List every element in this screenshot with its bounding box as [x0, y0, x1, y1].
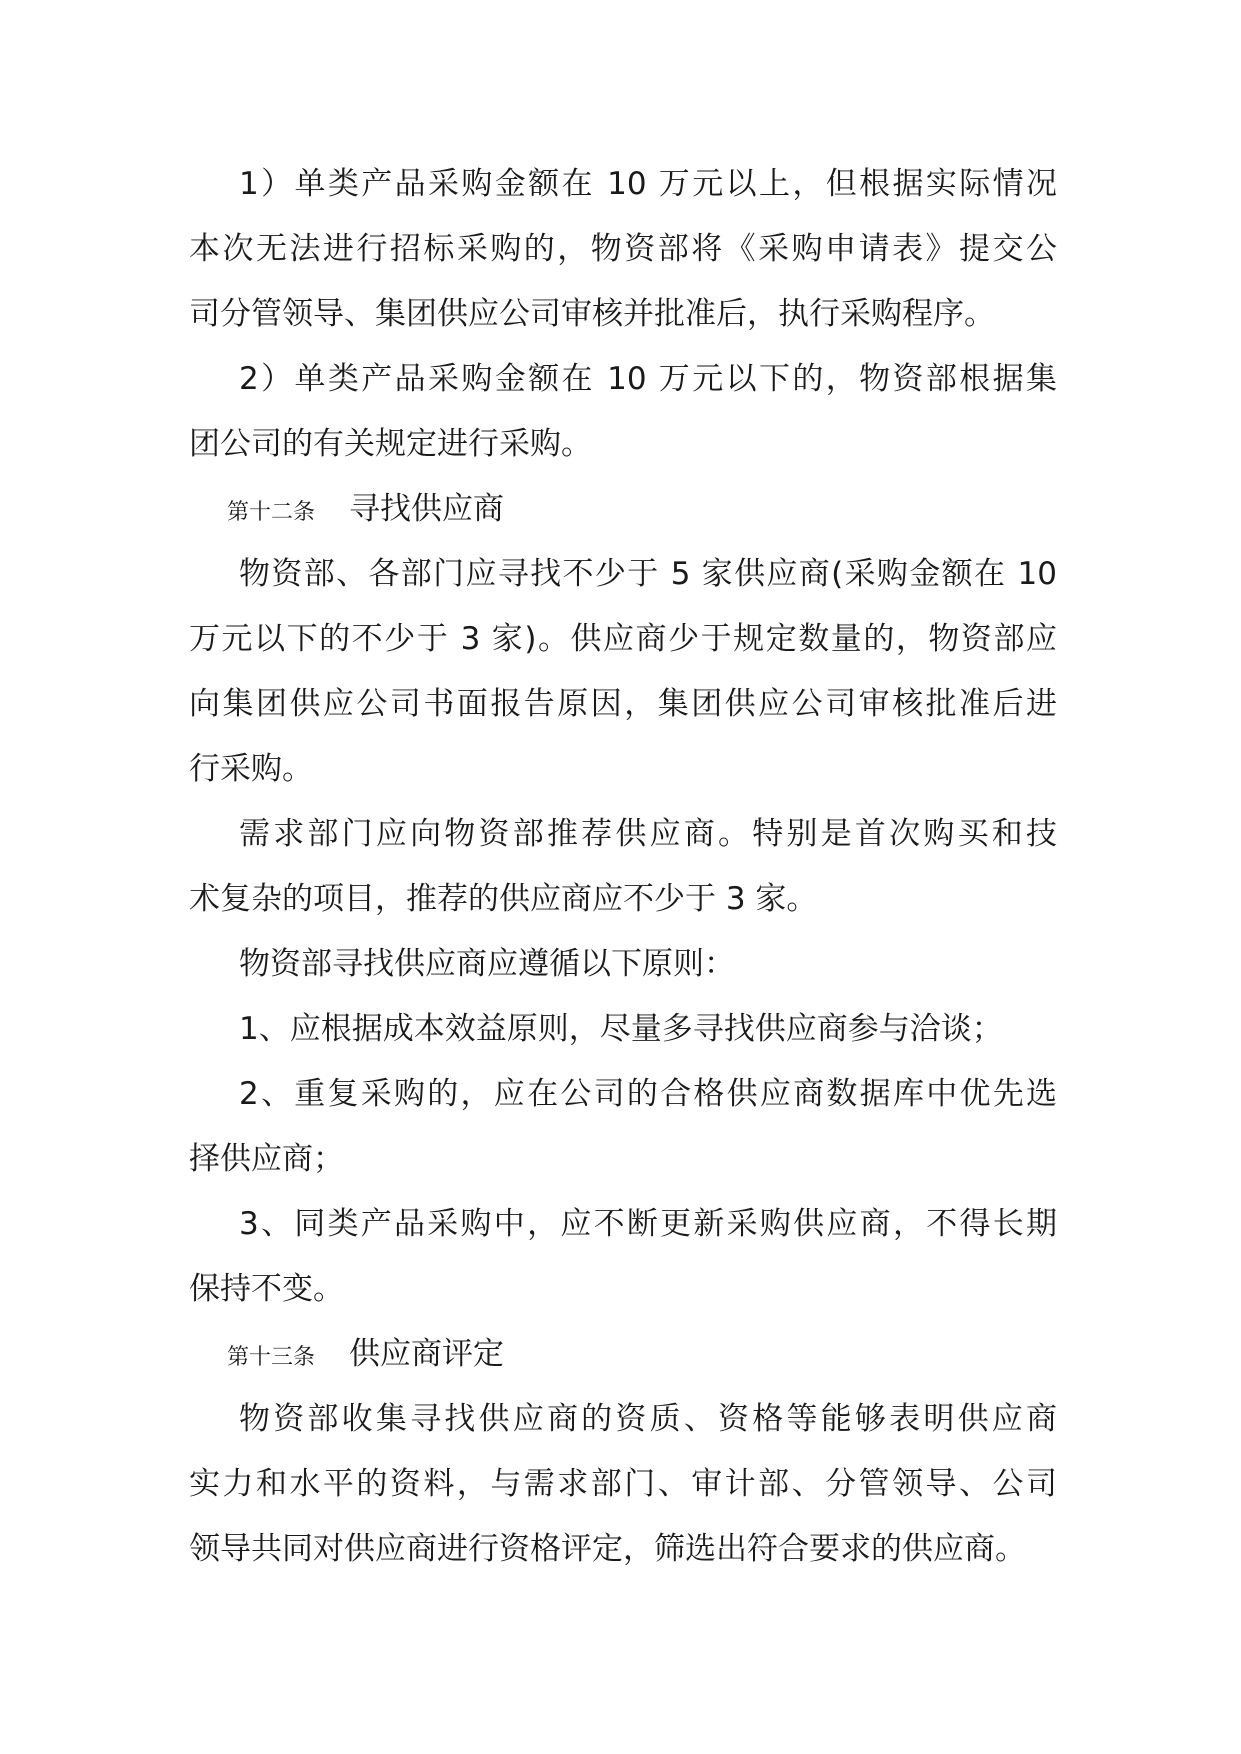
text-line: 2）单类产品采购金额在 10 万元以下的，物资部根据集 — [239, 361, 1057, 397]
article-title: 寻找供应商 — [349, 491, 504, 527]
text-line: 3、同类产品采购中，应不断更新采购供应商，不得长期 — [239, 1206, 1057, 1242]
text-line: 需求部门应向物资部推荐供应商。特别是首次购买和技 — [239, 816, 1057, 852]
paragraph — [189, 802, 1057, 932]
paragraph — [189, 1387, 1057, 1582]
article-heading — [189, 477, 1057, 542]
text-line: 2、重复采购的，应在公司的合格供应商数据库中优先选 — [239, 1076, 1057, 1112]
text-line: 本次无法进行招标采购的，物资部将《采购申请表》提交公 — [189, 231, 1057, 267]
article-title: 供应商评定 — [349, 1336, 504, 1372]
article-heading — [189, 1322, 1057, 1387]
text-line: 万元以下的不少于 3 家)。供应商少于规定数量的，物资部应 — [189, 621, 1057, 657]
paragraph — [189, 1062, 1057, 1192]
text-line: 司分管领导、集团供应公司审核并批准后，执行采购程序。 — [189, 296, 995, 332]
text-line: 领导共同对供应商进行资格评定，筛选出符合要求的供应商。 — [189, 1531, 1026, 1567]
text-line: 行采购。 — [189, 751, 313, 787]
text-line: 物资部寻找供应商应遵循以下原则： — [239, 946, 735, 982]
paragraph — [189, 997, 1057, 1062]
text-line: 团公司的有关规定进行采购。 — [189, 426, 592, 462]
text-line: 向集团供应公司书面报告原因，集团供应公司审核批准后进 — [189, 686, 1057, 722]
paragraph — [189, 1192, 1057, 1322]
paragraph — [189, 347, 1057, 477]
text-line: 1、应根据成本效益原则，尽量多寻找供应商参与洽谈； — [239, 1011, 1003, 1047]
text-line: 物资部、各部门应寻找不少于 5 家供应商(采购金额在 10 — [239, 556, 1057, 592]
article-number: 第十二条 — [227, 500, 316, 525]
article-number: 第十三条 — [227, 1345, 316, 1370]
text-line: 实力和水平的资料，与需求部门、审计部、分管领导、公司 — [189, 1466, 1057, 1502]
paragraph — [189, 542, 1057, 802]
text-line: 择供应商； — [189, 1141, 344, 1177]
text-line: 物资部收集寻找供应商的资质、资格等能够表明供应商 — [239, 1401, 1057, 1437]
document-page — [189, 152, 1057, 1582]
text-line: 保持不变。 — [189, 1271, 344, 1307]
paragraph — [189, 152, 1057, 347]
paragraph — [189, 932, 1057, 997]
text-line: 1）单类产品采购金额在 10 万元以上，但根据实际情况 — [239, 166, 1057, 202]
text-line: 术复杂的项目，推荐的供应商应不少于 3 家。 — [189, 881, 818, 917]
